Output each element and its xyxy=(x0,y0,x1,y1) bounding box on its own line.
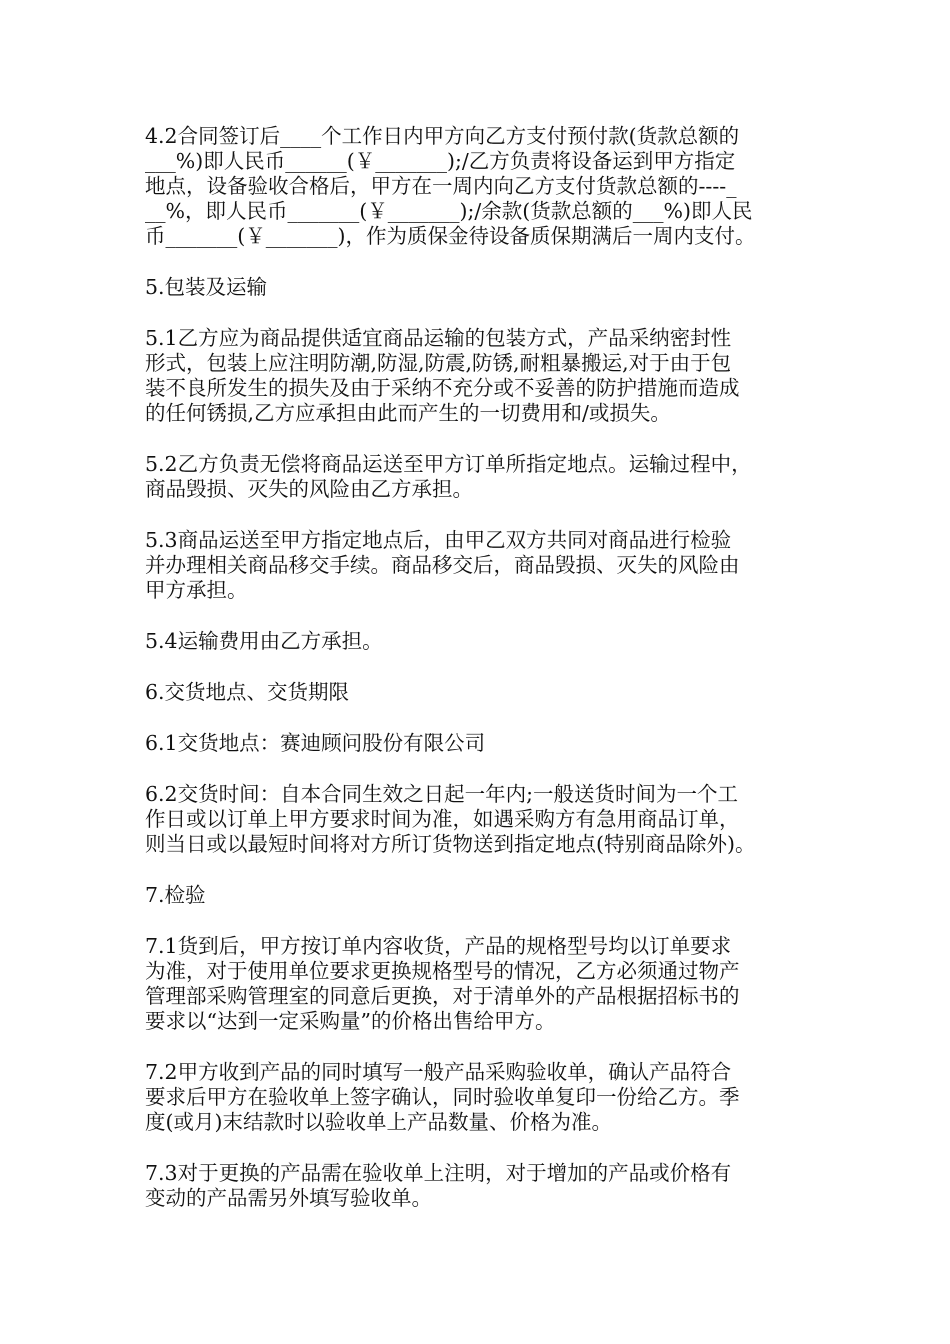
text-line: 要求后甲方在验收单上签字确认，同时验收单复印一份给乙方。季 xyxy=(145,1085,740,1109)
clause-6-1: 6.1交货地点：赛迪顾问股份有限公司 xyxy=(145,731,486,755)
clause-5-4: 5.4运输费用由乙方承担。 xyxy=(145,629,383,653)
text-line: 7.2甲方收到产品的同时填写一般产品采购验收单，确认产品符合 xyxy=(145,1060,732,1084)
text-line: 商品毁损、灭失的风险由乙方承担。 xyxy=(145,477,473,501)
text-line: 7.3对于更换的产品需在验收单上注明，对于增加的产品或价格有 xyxy=(145,1161,732,1185)
clause-7-1 xyxy=(145,934,817,1034)
text-line: 7.1货到后，甲方按订单内容收货，产品的规格型号均以订单要求 xyxy=(145,934,732,958)
text-line: 并办理相关商品移交手续。商品移交后，商品毁损、灭失的风险由 xyxy=(145,553,740,577)
text-line: ___%)即人民币______(￥_______);/乙方负责将设备运到甲方指定 xyxy=(145,149,736,173)
text-line: 5.2乙方负责无偿将商品运送至甲方订单所指定地点。运输过程中， xyxy=(145,452,752,476)
text-line: __%，即人民币_______(￥_______);/余款(货款总额的___%)即人民 xyxy=(145,199,753,223)
text-line: 地点，设备验收合格后，甲方在一周内向乙方支付货款总额的----_ xyxy=(145,174,737,198)
clause-5-2 xyxy=(145,452,817,502)
text-line: 的任何锈损,乙方应承担由此而产生的一切费用和/或损失。 xyxy=(145,401,671,425)
clause-4-2 xyxy=(145,124,817,249)
text-line: 5.1乙方应为商品提供适宜商品运输的包装方式，产品采纳密封性 xyxy=(145,326,732,350)
text-line: 要求以“达到一定采购量”的价格出售给甲方。 xyxy=(145,1009,556,1033)
text-line: 变动的产品需另外填写验收单。 xyxy=(145,1186,432,1210)
text-line: 度(或月)末结款时以验收单上产品数量、价格为准。 xyxy=(145,1110,612,1134)
section-heading-6: 6.交货地点、交货期限 xyxy=(145,680,350,704)
text-line: 作日或以订单上甲方要求时间为准，如遇采购方有急用商品订单， xyxy=(145,807,740,831)
text-line: 币_______(￥_______)，作为质保金待设备质保期满后一周内支付。 xyxy=(145,224,756,248)
text-line: 管理部采购管理室的同意后更换，对于清单外的产品根据招标书的 xyxy=(145,984,740,1008)
section-heading-5: 5.包装及运输 xyxy=(145,275,268,299)
text-line: 形式，包装上应注明防潮,防湿,防震,防锈,耐粗暴搬运,对于由于包 xyxy=(145,351,732,375)
clause-6-2 xyxy=(145,782,817,857)
text-line: 装不良所发生的损失及由于采纳不充分或不妥善的防护措施而造成 xyxy=(145,376,740,400)
text-line: 则当日或以最短时间将对方所订货物送到指定地点(特别商品除外)。 xyxy=(145,832,756,856)
clause-7-2 xyxy=(145,1060,817,1135)
section-heading-7: 7.检验 xyxy=(145,883,206,907)
text-line: 6.2交货时间：自本合同生效之日起一年内;一般送货时间为一个工 xyxy=(145,782,739,806)
text-line: 4.2合同签订后____个工作日内甲方向乙方支付预付款(货款总额的 xyxy=(145,124,740,148)
document-page xyxy=(145,124,817,1237)
text-line: 5.3商品运送至甲方指定地点后，由甲乙双方共同对商品进行检验 xyxy=(145,528,732,552)
clause-5-1 xyxy=(145,326,817,426)
text-line: 为准，对于使用单位要求更换规格型号的情况，乙方必须通过物产 xyxy=(145,959,740,983)
clause-5-3 xyxy=(145,528,817,603)
clause-7-3 xyxy=(145,1161,817,1211)
text-line: 甲方承担。 xyxy=(145,578,248,602)
